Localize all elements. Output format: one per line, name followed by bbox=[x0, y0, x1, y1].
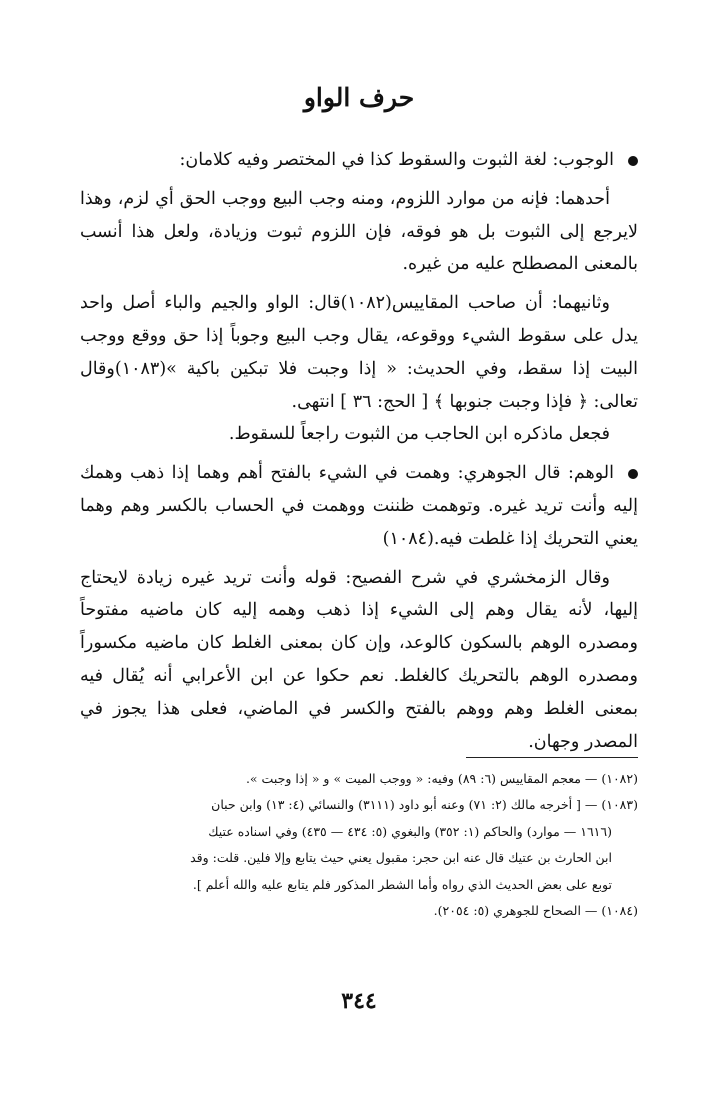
page-number: ٣٤٤ bbox=[341, 988, 377, 1014]
footnote-1083-line-4: توبع على بعض الحديث الذي رواه وأما الشطر المذكور فلم يتابع عليه والله أعلم ]. bbox=[192, 876, 612, 892]
paragraph-wahm-text: الوهم: قال الجوهري: وهمت في الشيء بالفتح أهم وهما إذا ذهب وهمك إليه وأنت تريد غيره. وتوهمت ظننت ووهمت في الحساب بالكسر وهم وهما يعني التحريك إذا غلطت فيه.(١٠٨٤) bbox=[80, 463, 638, 549]
paragraph-first-remark: أحدهما: فإنه من موارد اللزوم، ومنه وجب البيع ووجب الحق أي لزم، وهذا لايرجع إلى الثبوت بل هو فوقه، فإن اللزوم ثبوت وزيادة، ولعل هذا أنسب بالمعنى المصطلح عليه من غيره. bbox=[80, 188, 638, 275]
paragraph-zamakhshari: وقال الزمخشري في شرح الفصيح: قوله وأنت تريد غيره زيادة لايحتاج إليها، لأنه يقال وهم إلى الشيء إذا ذهب وهمه إليه كان ماضيه مفتوحاً ومصدره الوهم بالسكون كالوعد، وإن كان بمعنى الغلط كان ماضيه مكسوراً ومصدره الوهم بالتحريك كالغلط. نعم حكوا عن ابن الأعرابي أنه يُقال فيه بمعنى الغلط وهم ووهم بالفتح والكسر في الماضي، فعلى هذا يجوز في المصدر وجهان. bbox=[80, 567, 638, 752]
paragraph-wujub-text: الوجوب: لغة الثبوت والسقوط كذا في المختصر وفيه كلامان: bbox=[179, 150, 614, 170]
footnote-1083-line-2: (١٦١٦ — موارد) والحاكم (١: ٣٥٢) والبغوي (٥: ٤٣٤ — ٤٣٥) وفي اسناده عتيك bbox=[208, 823, 612, 839]
main-text bbox=[80, 144, 638, 758]
paragraph-second-remark: وثانيهما: أن صاحب المقاييس(١٠٨٢)قال: الواو والجيم والباء أصل واحد يدل على سقوط الشيء ووقوعه، يقال وجب البيع وجوباً إذا حق ووقع ووجب البيت إذا سقط، وفي الحديث: « إذا وجبت فلا تبكين باكية »(١٠٨٣)وقال تعالى: ﴿ فإذا وجبت جنوبها ﴾ [ الحج: ٣٦ ] انتهى. bbox=[80, 293, 638, 412]
page-title: حرف الواو bbox=[303, 83, 415, 112]
footnote-1082: (١٠٨٢) — معجم المقاييس (٦: ٨٩) وفيه: « ووجب الميت » و « إذا وجبت ». bbox=[245, 771, 638, 786]
footnote-1084: (١٠٨٤) — الصحاح للجوهري (٥: ٢٠٥٤). bbox=[433, 903, 638, 919]
footnote-1083-line-3: ابن الحارث بن عتيك قال عنه ابن حجر: مقبول يعني حيث يتابع وإلا فلين. قلت: وقد bbox=[190, 850, 612, 866]
paragraph-wahm bbox=[80, 457, 638, 555]
paragraph-wujub bbox=[80, 144, 638, 177]
paragraph-conclusion: فجعل ماذكره ابن الحاجب من الثبوت راجعاً للسقوط. bbox=[228, 424, 610, 445]
bullet-icon bbox=[628, 469, 638, 479]
footnote-divider bbox=[466, 757, 638, 758]
footnotes bbox=[80, 766, 638, 924]
footnote-1083: (١٠٨٣) — [ أخرجه مالك (٢: ٧١) وعنه أبو داود (٣١١١) والنسائي (٤: ١٣) وابن حبان bbox=[211, 797, 638, 813]
bullet-icon bbox=[628, 156, 638, 166]
